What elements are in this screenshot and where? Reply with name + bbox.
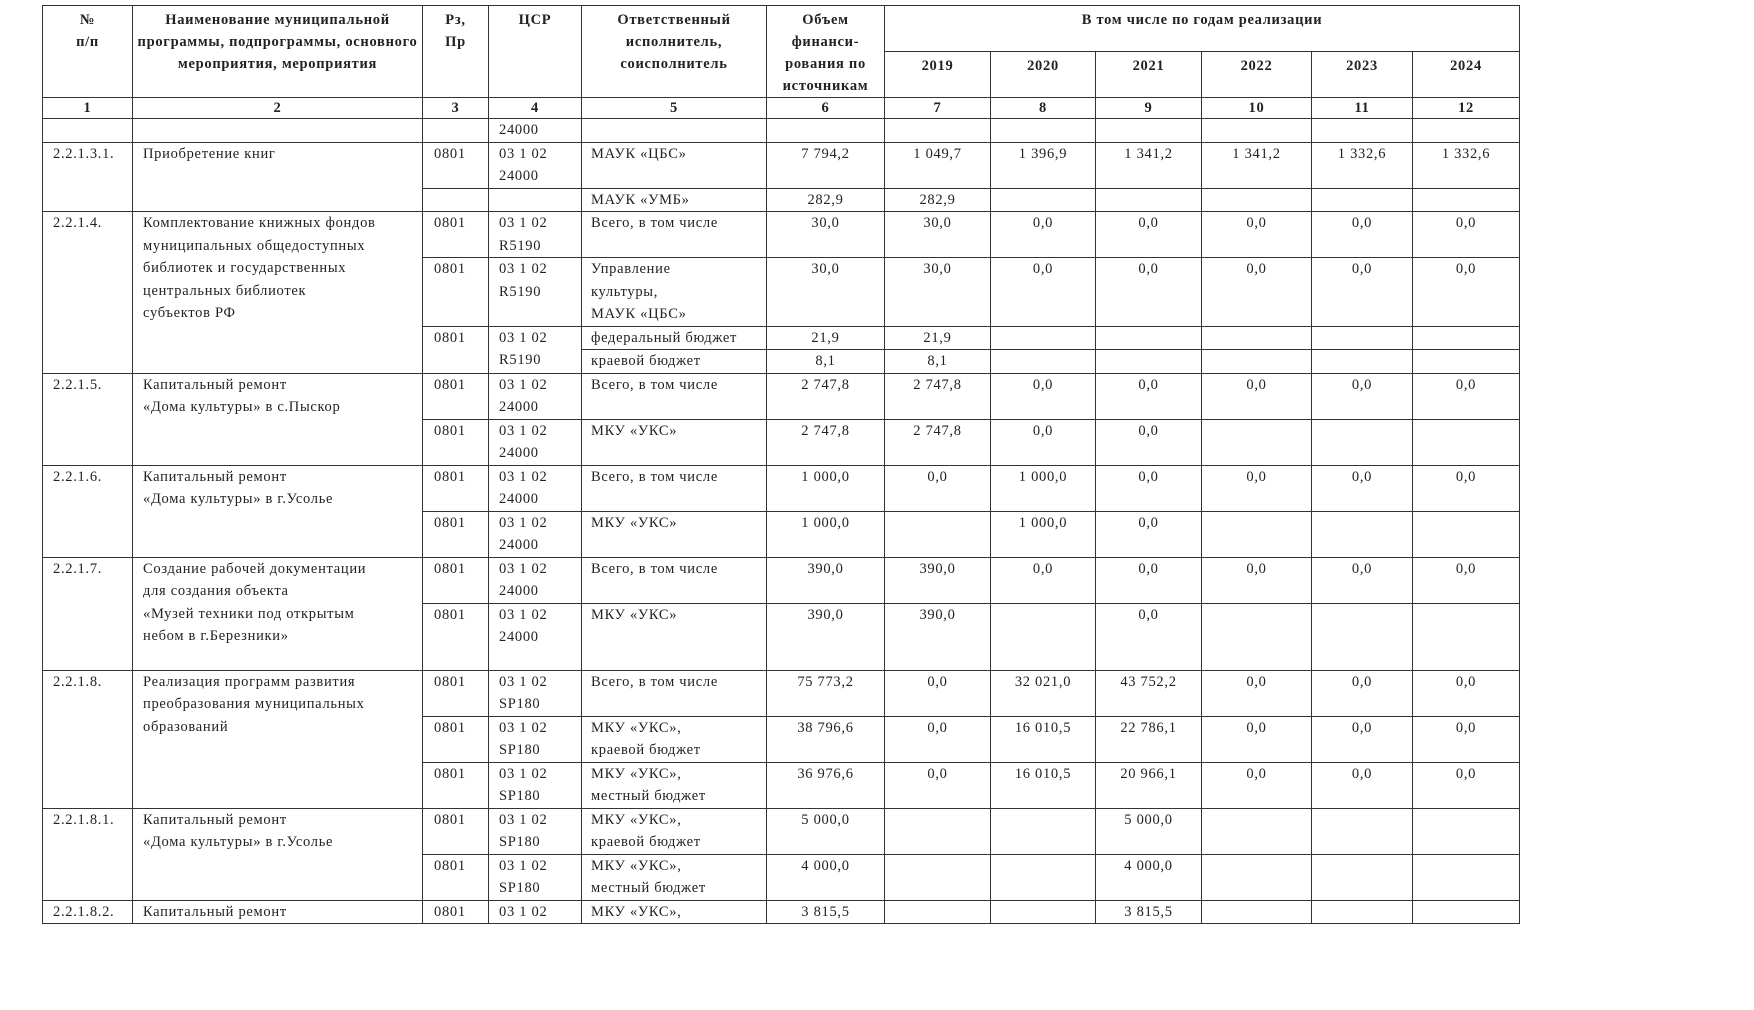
row-number: 2.2.1.8.2. bbox=[43, 900, 133, 924]
row-executor: МКУ «УКС», местный бюджет bbox=[582, 762, 767, 808]
row-rz-pr bbox=[423, 119, 489, 143]
table-row bbox=[43, 670, 1520, 716]
row-year-value: 1 000,0 bbox=[991, 465, 1096, 511]
row-volume: 75 773,2 bbox=[767, 670, 885, 716]
row-name: Капитальный ремонт «Дома культуры» в с.Пыскор bbox=[133, 373, 423, 465]
row-year-value: 0,0 bbox=[1202, 212, 1312, 258]
header-year: 2020 bbox=[991, 52, 1096, 98]
header-year: 2021 bbox=[1096, 52, 1202, 98]
row-year-value: 0,0 bbox=[885, 465, 991, 511]
row-year-value bbox=[1202, 350, 1312, 374]
row-year-value: 0,0 bbox=[1312, 258, 1413, 327]
row-executor: МКУ «УКС» bbox=[582, 511, 767, 557]
column-number: 10 bbox=[1202, 98, 1312, 119]
row-rz-pr: 0801 bbox=[423, 511, 489, 557]
row-year-value bbox=[991, 188, 1096, 212]
row-year-value: 0,0 bbox=[1202, 465, 1312, 511]
column-number: 9 bbox=[1096, 98, 1202, 119]
row-year-value bbox=[1202, 119, 1312, 143]
row-rz-pr: 0801 bbox=[423, 326, 489, 373]
row-year-value: 0,0 bbox=[1202, 258, 1312, 327]
row-year-value: 0,0 bbox=[1096, 212, 1202, 258]
header-col-years: В том числе по годам реализации bbox=[885, 6, 1520, 52]
row-year-value: 0,0 bbox=[1413, 258, 1520, 327]
header-col-csr: ЦСР bbox=[489, 6, 582, 98]
row-year-value: 0,0 bbox=[1202, 670, 1312, 716]
row-year-value: 1 341,2 bbox=[1096, 142, 1202, 188]
row-csr: 03 1 02 SP180 bbox=[489, 716, 582, 762]
row-number: 2.2.1.4. bbox=[43, 212, 133, 374]
row-volume: 390,0 bbox=[767, 603, 885, 670]
row-year-value: 8,1 bbox=[885, 350, 991, 374]
row-year-value: 0,0 bbox=[1312, 670, 1413, 716]
row-year-value: 1 332,6 bbox=[1413, 142, 1520, 188]
row-year-value: 0,0 bbox=[991, 419, 1096, 465]
row-year-value: 0,0 bbox=[1096, 373, 1202, 419]
row-name bbox=[133, 119, 423, 143]
row-year-value: 0,0 bbox=[991, 258, 1096, 327]
row-year-value: 1 000,0 bbox=[991, 511, 1096, 557]
row-year-value bbox=[991, 603, 1096, 670]
row-year-value bbox=[1202, 900, 1312, 924]
row-volume: 282,9 bbox=[767, 188, 885, 212]
row-year-value: 0,0 bbox=[1096, 511, 1202, 557]
row-year-value: 0,0 bbox=[885, 762, 991, 808]
row-executor: Всего, в том числе bbox=[582, 212, 767, 258]
row-year-value: 20 966,1 bbox=[1096, 762, 1202, 808]
row-year-value bbox=[1312, 603, 1413, 670]
column-number: 3 bbox=[423, 98, 489, 119]
row-volume: 1 000,0 bbox=[767, 465, 885, 511]
row-number: 2.2.1.8. bbox=[43, 670, 133, 808]
row-year-value bbox=[1413, 808, 1520, 854]
row-year-value bbox=[1202, 808, 1312, 854]
header-row-numbers bbox=[43, 98, 1520, 119]
row-csr: 03 1 02 R5190 bbox=[489, 326, 582, 373]
table-row bbox=[43, 808, 1520, 854]
row-volume: 2 747,8 bbox=[767, 419, 885, 465]
row-year-value bbox=[1096, 326, 1202, 350]
row-year-value: 2 747,8 bbox=[885, 419, 991, 465]
row-csr: 03 1 02 24000 bbox=[489, 142, 582, 188]
row-year-value: 22 786,1 bbox=[1096, 716, 1202, 762]
row-csr: 03 1 02 24000 bbox=[489, 557, 582, 603]
row-executor: Всего, в том числе bbox=[582, 557, 767, 603]
row-year-value bbox=[1312, 188, 1413, 212]
column-number: 2 bbox=[133, 98, 423, 119]
row-year-value: 0,0 bbox=[1413, 670, 1520, 716]
row-rz-pr: 0801 bbox=[423, 465, 489, 511]
row-executor: МАУК «УМБ» bbox=[582, 188, 767, 212]
header-year: 2023 bbox=[1312, 52, 1413, 98]
row-executor: Всего, в том числе bbox=[582, 670, 767, 716]
table-row bbox=[43, 119, 1520, 143]
row-year-value: 1 049,7 bbox=[885, 142, 991, 188]
row-year-value bbox=[1096, 119, 1202, 143]
row-year-value: 0,0 bbox=[1413, 373, 1520, 419]
row-rz-pr: 0801 bbox=[423, 603, 489, 670]
column-number: 12 bbox=[1413, 98, 1520, 119]
row-year-value: 4 000,0 bbox=[1096, 854, 1202, 900]
row-volume: 36 976,6 bbox=[767, 762, 885, 808]
row-year-value bbox=[1312, 350, 1413, 374]
row-year-value: 0,0 bbox=[1202, 762, 1312, 808]
row-executor: МКУ «УКС» bbox=[582, 603, 767, 670]
row-year-value: 0,0 bbox=[991, 212, 1096, 258]
row-year-value: 390,0 bbox=[885, 603, 991, 670]
table-header bbox=[43, 6, 1520, 119]
row-executor: МАУК «ЦБС» bbox=[582, 142, 767, 188]
row-year-value bbox=[1096, 350, 1202, 374]
row-executor: МКУ «УКС», краевой бюджет bbox=[582, 716, 767, 762]
header-col-name: Наименование муниципальной программы, подпрограммы, основного мероприятия, мероприятия bbox=[133, 6, 423, 98]
row-year-value: 0,0 bbox=[1096, 419, 1202, 465]
row-year-value bbox=[991, 119, 1096, 143]
table-row bbox=[43, 557, 1520, 603]
header-year: 2022 bbox=[1202, 52, 1312, 98]
row-year-value bbox=[1312, 511, 1413, 557]
row-year-value: 0,0 bbox=[1312, 716, 1413, 762]
row-year-value bbox=[1202, 188, 1312, 212]
row-year-value: 0,0 bbox=[1413, 212, 1520, 258]
row-year-value bbox=[1312, 119, 1413, 143]
row-year-value bbox=[885, 119, 991, 143]
table-row bbox=[43, 142, 1520, 188]
row-executor: Всего, в том числе bbox=[582, 465, 767, 511]
row-number: 2.2.1.3.1. bbox=[43, 142, 133, 212]
row-csr: 03 1 02 24000 bbox=[489, 465, 582, 511]
column-number: 11 bbox=[1312, 98, 1413, 119]
row-year-value bbox=[1413, 326, 1520, 350]
row-name: Капитальный ремонт «Дома культуры» в г.Усолье bbox=[133, 808, 423, 900]
row-year-value: 5 000,0 bbox=[1096, 808, 1202, 854]
row-year-value bbox=[991, 808, 1096, 854]
row-year-value bbox=[885, 854, 991, 900]
row-year-value bbox=[1202, 326, 1312, 350]
row-year-value: 0,0 bbox=[1096, 258, 1202, 327]
header-col-exec: Ответственный исполнитель, соисполнитель bbox=[582, 6, 767, 98]
row-year-value: 0,0 bbox=[1312, 557, 1413, 603]
document-page bbox=[42, 5, 1519, 924]
row-rz-pr: 0801 bbox=[423, 419, 489, 465]
row-year-value bbox=[1202, 854, 1312, 900]
row-rz-pr bbox=[423, 188, 489, 212]
table-row bbox=[43, 465, 1520, 511]
header-year: 2019 bbox=[885, 52, 991, 98]
row-year-value: 0,0 bbox=[1413, 557, 1520, 603]
row-volume: 8,1 bbox=[767, 350, 885, 374]
row-volume: 4 000,0 bbox=[767, 854, 885, 900]
row-year-value: 0,0 bbox=[1202, 373, 1312, 419]
row-year-value: 0,0 bbox=[1202, 557, 1312, 603]
row-year-value bbox=[885, 511, 991, 557]
row-name: Создание рабочей документации для создания объекта «Музей техники под открытым небом в г.Березники» bbox=[133, 557, 423, 670]
row-csr: 03 1 02 24000 bbox=[489, 419, 582, 465]
row-year-value: 2 747,8 bbox=[885, 373, 991, 419]
row-year-value bbox=[991, 350, 1096, 374]
row-year-value bbox=[1413, 900, 1520, 924]
row-volume: 2 747,8 bbox=[767, 373, 885, 419]
row-year-value: 0,0 bbox=[991, 373, 1096, 419]
row-year-value bbox=[1413, 854, 1520, 900]
table-body bbox=[43, 119, 1520, 924]
row-rz-pr: 0801 bbox=[423, 142, 489, 188]
row-year-value: 0,0 bbox=[1413, 716, 1520, 762]
row-csr: 03 1 02 bbox=[489, 900, 582, 924]
row-year-value bbox=[885, 900, 991, 924]
row-year-value bbox=[1413, 350, 1520, 374]
row-volume: 30,0 bbox=[767, 212, 885, 258]
row-year-value bbox=[991, 900, 1096, 924]
row-volume: 21,9 bbox=[767, 326, 885, 350]
row-year-value: 30,0 bbox=[885, 258, 991, 327]
row-year-value: 0,0 bbox=[1312, 762, 1413, 808]
row-csr: 03 1 02 SP180 bbox=[489, 808, 582, 854]
column-number: 4 bbox=[489, 98, 582, 119]
row-year-value bbox=[1202, 419, 1312, 465]
row-volume: 3 815,5 bbox=[767, 900, 885, 924]
row-year-value: 32 021,0 bbox=[991, 670, 1096, 716]
row-year-value: 0,0 bbox=[1413, 465, 1520, 511]
row-year-value bbox=[1413, 188, 1520, 212]
header-row-top bbox=[43, 6, 1520, 52]
row-year-value bbox=[1413, 419, 1520, 465]
row-year-value: 0,0 bbox=[1202, 716, 1312, 762]
row-number bbox=[43, 119, 133, 143]
row-year-value: 1 332,6 bbox=[1312, 142, 1413, 188]
row-volume: 1 000,0 bbox=[767, 511, 885, 557]
row-csr: 03 1 02 SP180 bbox=[489, 854, 582, 900]
row-volume bbox=[767, 119, 885, 143]
row-year-value: 30,0 bbox=[885, 212, 991, 258]
row-executor: МКУ «УКС», местный бюджет bbox=[582, 854, 767, 900]
row-csr: 03 1 02 24000 bbox=[489, 511, 582, 557]
row-name: Капитальный ремонт bbox=[133, 900, 423, 924]
table-row bbox=[43, 212, 1520, 258]
row-year-value bbox=[1312, 326, 1413, 350]
row-rz-pr: 0801 bbox=[423, 854, 489, 900]
row-year-value bbox=[991, 854, 1096, 900]
row-year-value bbox=[1096, 188, 1202, 212]
row-executor: МКУ «УКС» bbox=[582, 419, 767, 465]
row-year-value bbox=[1202, 603, 1312, 670]
row-volume: 7 794,2 bbox=[767, 142, 885, 188]
budget-table bbox=[42, 5, 1520, 924]
row-year-value: 0,0 bbox=[1096, 557, 1202, 603]
row-executor: Всего, в том числе bbox=[582, 373, 767, 419]
row-year-value bbox=[1312, 900, 1413, 924]
row-year-value: 0,0 bbox=[1312, 465, 1413, 511]
row-year-value: 16 010,5 bbox=[991, 762, 1096, 808]
row-year-value: 3 815,5 bbox=[1096, 900, 1202, 924]
row-name: Приобретение книг bbox=[133, 142, 423, 212]
row-year-value: 21,9 bbox=[885, 326, 991, 350]
row-year-value: 390,0 bbox=[885, 557, 991, 603]
row-executor: федеральный бюджет bbox=[582, 326, 767, 350]
row-rz-pr: 0801 bbox=[423, 258, 489, 327]
row-year-value: 0,0 bbox=[885, 670, 991, 716]
row-csr: 24000 bbox=[489, 119, 582, 143]
header-year: 2024 bbox=[1413, 52, 1520, 98]
row-year-value bbox=[1202, 511, 1312, 557]
row-year-value: 0,0 bbox=[1096, 465, 1202, 511]
column-number: 6 bbox=[767, 98, 885, 119]
row-volume: 5 000,0 bbox=[767, 808, 885, 854]
row-rz-pr: 0801 bbox=[423, 716, 489, 762]
row-year-value bbox=[1413, 603, 1520, 670]
row-rz-pr: 0801 bbox=[423, 212, 489, 258]
row-executor: краевой бюджет bbox=[582, 350, 767, 374]
table-row bbox=[43, 900, 1520, 924]
row-volume: 390,0 bbox=[767, 557, 885, 603]
row-year-value: 282,9 bbox=[885, 188, 991, 212]
row-csr: 03 1 02 SP180 bbox=[489, 762, 582, 808]
row-rz-pr: 0801 bbox=[423, 373, 489, 419]
row-rz-pr: 0801 bbox=[423, 670, 489, 716]
row-year-value bbox=[1413, 119, 1520, 143]
row-year-value bbox=[1312, 854, 1413, 900]
column-number: 7 bbox=[885, 98, 991, 119]
row-year-value: 0,0 bbox=[885, 716, 991, 762]
row-year-value bbox=[1312, 808, 1413, 854]
row-executor: МКУ «УКС», bbox=[582, 900, 767, 924]
column-number: 5 bbox=[582, 98, 767, 119]
row-number: 2.2.1.5. bbox=[43, 373, 133, 465]
row-year-value: 0,0 bbox=[991, 557, 1096, 603]
row-rz-pr: 0801 bbox=[423, 808, 489, 854]
row-number: 2.2.1.6. bbox=[43, 465, 133, 557]
column-number: 1 bbox=[43, 98, 133, 119]
row-year-value: 16 010,5 bbox=[991, 716, 1096, 762]
header-col-volume: Объем финанси- рования по источникам bbox=[767, 6, 885, 98]
column-number: 8 bbox=[991, 98, 1096, 119]
row-name: Капитальный ремонт «Дома культуры» в г.Усолье bbox=[133, 465, 423, 557]
row-rz-pr: 0801 bbox=[423, 900, 489, 924]
row-year-value bbox=[1312, 419, 1413, 465]
row-number: 2.2.1.7. bbox=[43, 557, 133, 670]
row-volume: 38 796,6 bbox=[767, 716, 885, 762]
row-year-value: 1 341,2 bbox=[1202, 142, 1312, 188]
row-year-value: 0,0 bbox=[1413, 762, 1520, 808]
row-year-value bbox=[1413, 511, 1520, 557]
row-rz-pr: 0801 bbox=[423, 762, 489, 808]
row-year-value bbox=[991, 326, 1096, 350]
row-year-value: 0,0 bbox=[1312, 373, 1413, 419]
row-year-value: 0,0 bbox=[1096, 603, 1202, 670]
row-rz-pr: 0801 bbox=[423, 557, 489, 603]
row-csr: 03 1 02 R5190 bbox=[489, 258, 582, 327]
row-name: Реализация программ развития преобразования муниципальных образований bbox=[133, 670, 423, 808]
row-csr: 03 1 02 R5190 bbox=[489, 212, 582, 258]
row-executor: Управление культуры, МАУК «ЦБС» bbox=[582, 258, 767, 327]
row-csr: 03 1 02 SP180 bbox=[489, 670, 582, 716]
header-col-rz: Рз, Пр bbox=[423, 6, 489, 98]
row-year-value: 0,0 bbox=[1312, 212, 1413, 258]
row-executor bbox=[582, 119, 767, 143]
row-number: 2.2.1.8.1. bbox=[43, 808, 133, 900]
table-row bbox=[43, 373, 1520, 419]
row-csr: 03 1 02 24000 bbox=[489, 373, 582, 419]
row-year-value bbox=[885, 808, 991, 854]
row-name: Комплектование книжных фондов муниципальных общедоступных библиотек и государственных центральных библиотек субъектов РФ bbox=[133, 212, 423, 374]
row-csr bbox=[489, 188, 582, 212]
row-year-value: 43 752,2 bbox=[1096, 670, 1202, 716]
header-col-num: № п/п bbox=[43, 6, 133, 98]
row-executor: МКУ «УКС», краевой бюджет bbox=[582, 808, 767, 854]
row-year-value: 1 396,9 bbox=[991, 142, 1096, 188]
row-csr: 03 1 02 24000 bbox=[489, 603, 582, 670]
row-volume: 30,0 bbox=[767, 258, 885, 327]
